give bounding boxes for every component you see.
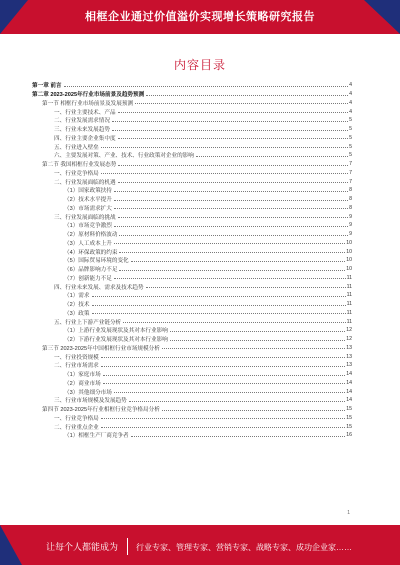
toc-entry-page: 10 [346,239,352,246]
toc-leader-dots [129,401,345,402]
toc-leader-dots [92,305,346,306]
toc-leader-dots [114,200,348,201]
toc-leader-dots [123,322,345,323]
toc-leader-dots [146,287,346,288]
toc-entry[interactable] [32,405,352,414]
toc-leader-dots [114,243,345,244]
toc-leader-dots [101,173,348,174]
toc-entry-page: 4 [349,82,352,89]
toc-entry-label: （3）人工成本上升 [64,240,112,247]
toc-entry-label: （2）下游行业发展现状及其对本行业影响 [64,337,168,344]
toc-entry[interactable] [32,90,352,99]
toc-entry-page: 13 [346,344,352,351]
toc-leader-dots [118,182,349,183]
toc-entry-page: 5 [349,134,352,141]
toc-entry-label: 一、行业竞争格局 [54,170,99,177]
toc-entry[interactable] [32,125,352,134]
toc-entry-page: 13 [346,362,352,369]
toc-leader-dots [101,427,345,428]
toc-entry[interactable] [32,256,352,265]
toc-entry-page: 13 [346,353,352,360]
toc-entry-label: 二、行业发展需求情况 [54,118,110,125]
toc-heading: 内容目录 [173,58,226,72]
toc-entry[interactable] [32,239,352,248]
toc-entry-label: 五、行业进入壁垒 [54,144,99,151]
toc-leader-dots [64,86,349,87]
toc-entry[interactable] [32,230,352,239]
toc-entry[interactable] [32,186,352,195]
toc-entry[interactable] [32,177,352,186]
toc-entry-label: 第一节 相框行业市场前景及发展预测 [42,100,134,107]
toc-entry-page: 10 [346,248,352,255]
footer-slogan-text: 行业专家、管理专家、营销专家、战略专家、成功企业家…… [136,543,352,552]
toc-entry-page: 14 [346,397,352,404]
toc-entry[interactable] [32,326,352,335]
toc-leader-dots [131,261,346,262]
toc-entry[interactable] [32,396,352,405]
toc-entry[interactable] [32,142,352,151]
toc-leader-dots [119,270,345,271]
toc-entry-label: 第四节 2023-2025年行业相框行业竞争格局分析 [42,407,160,414]
toc-entry-label: 四、行业未来发展、需求及技术趋势 [54,284,144,291]
toc-leader-dots [114,392,345,393]
toc-leader-dots [162,348,345,349]
toc-entry-page: 12 [346,327,352,334]
toc-leader-dots [119,252,345,253]
footer-brand-text: 让每个人都能成为 [46,542,119,552]
toc-entry-label: （1）市场竞争激烈 [64,223,112,230]
toc-entry-label: 三、行业市场规模及发展趋势 [54,398,127,405]
toc-entry[interactable] [32,195,352,204]
toc-entry[interactable] [32,352,352,361]
toc-leader-dots [170,331,345,332]
toc-entry-label: （2）技术水平提升 [64,197,112,204]
toc-entry-page: 11 [346,309,352,316]
toc-entry-page: 15 [346,406,352,413]
toc-entry[interactable] [32,107,352,116]
toc-entry-page: 9 [349,231,352,238]
toc-leader-dots [114,226,348,227]
toc-leader-dots [196,156,348,157]
toc-entry-page: 11 [346,292,352,299]
toc-entry-label: （1）上游行业发展现状及其对本行业影响 [64,328,168,335]
toc-entry[interactable] [32,212,352,221]
toc-leader-dots [118,217,349,218]
toc-entry-page: 4 [349,91,352,98]
footer-divider [127,538,128,555]
toc-entry-label: 二、行业市场需求 [54,363,99,370]
toc-entry-label: 一、行业投资规模 [54,354,99,361]
toc-leader-dots [131,436,346,437]
toc-entry-label: 四、行业主要企业集中度 [54,135,116,142]
toc-entry-label: （1）家庭市场 [64,372,101,379]
toc-entry-page: 16 [346,432,352,439]
toc-entry-label: 五、行业上下游产业链分析 [54,319,122,326]
toc-entry[interactable] [32,99,352,108]
toc-entry-page: 4 [349,99,352,106]
report-title: 相框企业通过价值溢价实现增长策略研究报告 [85,11,315,23]
toc-entry[interactable] [32,344,352,353]
toc-entry[interactable] [32,134,352,143]
toc-leader-dots [101,357,345,358]
toc-entry-label: （4）环保政策的约束 [64,249,118,256]
toc-entry[interactable] [32,116,352,125]
toc-entry-label: （1）国家政策扶持 [64,188,112,195]
toc-entry[interactable] [32,221,352,230]
toc-leader-dots [101,366,345,367]
toc-entry-page: 7 [349,161,352,168]
toc-leader-dots [118,112,349,113]
toc-leader-dots [118,138,349,139]
toc-leader-dots [92,313,346,314]
toc-leader-dots [162,410,345,411]
toc-entry-page: 14 [346,379,352,386]
toc-entry-label: 一、行业竞争格局 [54,415,99,422]
toc-entry-page: 12 [346,336,352,343]
toc-entry[interactable] [32,282,352,291]
toc-entry-page: 14 [346,371,352,378]
toc-leader-dots [103,375,346,376]
toc-entry-page: 5 [349,117,352,124]
toc-entry[interactable] [32,204,352,213]
toc-entry-label: （1）相框生产厂商竞争者 [64,433,129,440]
toc-leader-dots [135,103,348,104]
toc-entry[interactable] [32,361,352,370]
toc-entry-page: 9 [349,222,352,229]
toc-entry-page: 11 [346,301,352,308]
toc-entry-label: （3）政策 [64,310,90,317]
toc-entry-page: 5 [349,143,352,150]
toc-entry-label: （6）品牌影响力不足 [64,267,118,274]
toc-entry-page: 8 [349,196,352,203]
toc-entry[interactable] [32,379,352,388]
toc-entry-label: 三、行业未来发展趋势 [54,127,110,134]
toc-leader-dots [112,121,348,122]
footer-bar [0,525,400,565]
toc-entry-label: （3）市场需求扩大 [64,205,112,212]
table-of-contents [32,81,352,440]
toc-entry-page: 15 [346,414,352,421]
toc-entry-label: 二、行业发展面临的机遇 [54,179,116,186]
toc-entry-page: 15 [346,423,352,430]
toc-entry-page: 8 [349,204,352,211]
toc-entry[interactable] [32,300,352,309]
toc-leader-dots [101,147,348,148]
toc-entry-page: 10 [346,257,352,264]
toc-entry[interactable] [32,160,352,169]
toc-entry-label: 一、行业主要技术、产品 [54,109,116,116]
toc-entry-page: 7 [349,169,352,176]
toc-entry[interactable] [32,422,352,431]
toc-entry[interactable] [32,169,352,178]
toc-entry[interactable] [32,81,352,90]
toc-leader-dots [119,235,348,236]
toc-entry-label: （2）商业市场 [64,380,101,387]
toc-leader-dots [146,95,348,96]
footer-left-accent [0,525,22,565]
toc-entry-label: 第二节 我国相框行业发展态势 [42,162,117,169]
toc-entry[interactable] [32,291,352,300]
toc-leader-dots [101,418,345,419]
toc-entry-page: 11 [346,274,352,281]
toc-entry[interactable] [32,370,352,379]
toc-entry-label: （2）技术 [64,302,90,309]
toc-leader-dots [92,296,346,297]
toc-entry-label: 六、主要发展对策、产业、技术、行业政策对企业的影响 [54,153,194,160]
toc-entry-label: 三、行业发展面临的挑战 [54,214,116,221]
toc-entry-page: 11 [346,283,352,290]
toc-entry-label: （7）创新能力不足 [64,275,112,282]
toc-leader-dots [114,278,346,279]
toc-entry[interactable] [32,387,352,396]
toc-leader-dots [114,191,348,192]
toc-entry-page: 10 [346,266,352,273]
toc-entry-label: （2）原材料价格波动 [64,232,118,239]
toc-entry[interactable] [32,317,352,326]
toc-entry-label: 第一章 前言 [32,83,62,90]
toc-leader-dots [114,208,348,209]
toc-entry[interactable] [32,431,352,440]
toc-entry-page: 4 [349,108,352,115]
toc-entry-page: 11 [346,318,352,325]
toc-entry-label: 第三节 2023-2025年中国相框行业市场规模分析 [42,345,160,352]
toc-entry-page: 5 [349,126,352,133]
toc-entry-label: 第二章 2023-2025年行业市场前景及趋势预测 [32,92,145,99]
toc-entry-page: 8 [349,187,352,194]
toc-leader-dots [112,130,348,131]
toc-entry[interactable] [32,414,352,423]
toc-leader-dots [170,340,345,341]
toc-entry-page: 14 [346,388,352,395]
page-number: 1 [347,510,350,516]
toc-entry-label: （1）需求 [64,293,90,300]
toc-entry[interactable] [32,335,352,344]
toc-entry[interactable] [32,265,352,274]
toc-leader-dots [118,165,348,166]
toc-entry[interactable] [32,247,352,256]
toc-entry[interactable] [32,274,352,283]
toc-entry-label: （3）其他细分市场 [64,389,112,396]
toc-entry-page: 9 [349,213,352,220]
toc-entry[interactable] [32,309,352,318]
toc-entry-label: （5）国际贸易环境的变化 [64,258,129,265]
toc-entry-page: 5 [349,152,352,159]
report-header-bar [0,0,400,34]
toc-entry-label: 二、行业重点企业 [54,424,99,431]
toc-leader-dots [103,383,346,384]
toc-entry-page: 7 [349,178,352,185]
toc-entry[interactable] [32,151,352,160]
